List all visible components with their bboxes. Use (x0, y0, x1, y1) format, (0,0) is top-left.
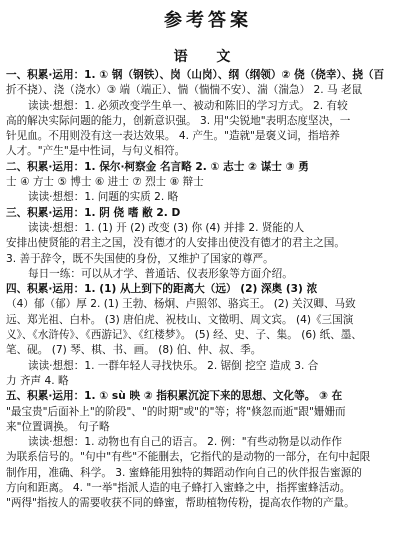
answer-line: （4）郁（郁）厚 2. (1) 王勃、杨炯、卢照邻、骆宾王。 (2) 关汉卿、马致 (6, 298, 356, 311)
section-line: 三、积累·运用：1. 阴 侥 嗜 敝 2. D (6, 206, 181, 219)
section-line: 一、积累·运用：1. ① 钢（钢铁）、岗（山岗）、纲（纲领）② 侥（侥幸）、挠（百 (6, 69, 385, 81)
answer-line: 读读·想想：1. 必须改变学生单一、被动和陈旧的学习方式。 2. 有较 (28, 99, 348, 112)
answer-line: 3. 善于辞令，既不失国使的身份，又维护了国家的尊严。 (6, 252, 274, 265)
answer-line: 每日一练：可以从才学、普通话、仪表形象等方面介绍。 (28, 267, 293, 280)
page-title: 参考答案 (164, 10, 252, 31)
answer-line: 读读·想想：1. (1) 开 (2) 改变 (3) 你 (4) 并排 2. 贤能的人 (28, 221, 305, 234)
answer-line: 读读·想想：1. 问题的实质 2. 略 (28, 191, 179, 204)
answer-line: 折不挠）、浇（浇水）③ 端（端正）、惴（惴惴不安）、湍（湍急） 2. 马 老鼠 (6, 84, 363, 97)
answer-line: 针见血。不用则没有这一表达效果。 4. 产生。"造就"是褒义词，指培养 (6, 130, 340, 143)
answer-line: 方向和距离。 4. "一举"指派人造的电子蜂打入蜜蜂之中，指挥蜜蜂活动。 (6, 482, 351, 495)
answer-line: 力 齐声 4. 略 (6, 374, 69, 387)
answer-line: 高的解决实际问题的能力，创新意识强。 3. 用"尖锐地"表明态度坚决，一 (6, 114, 351, 127)
answer-line: "两得"指按人的需要收获不同的蜂蜜，帮助植物传粉，提高农作物的产量。 (6, 497, 355, 510)
answer-line: 义》、《水浒传》、《西游记》、《红楼梦》。 (5) 经、史、子、集。 (6) 纸、墨、 (6, 329, 362, 342)
section-line: 二、积累·运用：1. 保尔·柯察金 名言略 2. ① 志士 ② 谋士 ③ 勇 (6, 160, 309, 173)
answer-line: 读读·想想：1. 动物也有自己的语言。 2. 例："有些动物是以动作作 (28, 436, 342, 449)
answer-line: 笔、砚。 (7) 琴、棋、书、画。 (8) 伯、仲、叔、季。 (6, 344, 262, 357)
answer-body (6, 68, 410, 512)
answer-line: 读读·想想：1. 一群年轻人寻找快乐。 2. 锯倒 挖空 造成 3. 合 (28, 359, 319, 372)
answer-line: 为联系信号的。"句中"有些"不能删去，它指代的是动物的一部分，在句中起限 (6, 451, 371, 464)
answer-line: 安排出使贤能的君主之国，没有德才的人安排出使没有德才的君主之国。 (6, 237, 345, 250)
answer-line: 人才。"产生"是中性词，与句义相符。 (6, 145, 186, 158)
answer-line: 制作用，准确、科学。 3. 蜜蜂能用独特的舞蹈动作向自己的伙伴报告蜜源的 (6, 466, 362, 479)
section-line: 五、积累·运用：1. ① sù 映 ② 指积累沉淀下来的思想、文化等。 ③ 在 (6, 390, 343, 403)
answer-line: 远、郑光祖、白朴。 (3) 唐伯虎、祝枝山、文徵明、周文宾。 (4)《三国演 (6, 313, 354, 326)
subject-heading: 语 文 (173, 49, 243, 65)
answer-line: 士 ④ 方士 ⑤ 博士 ⑥ 进士 ⑦ 烈士 ⑧ 辩士 (6, 176, 204, 189)
answer-line: 来"位置调换。 句子略 (6, 420, 110, 433)
section-line: 四、积累·运用：1. (1) 从上到下的距离大（远） (2) 深奥 (3) 浓 (6, 283, 318, 296)
answer-line: "最宝贵"后面补上"的阶段"、"的时期"或"的"等；将"倏忽而逝"跟"姗姗而 (6, 405, 346, 418)
